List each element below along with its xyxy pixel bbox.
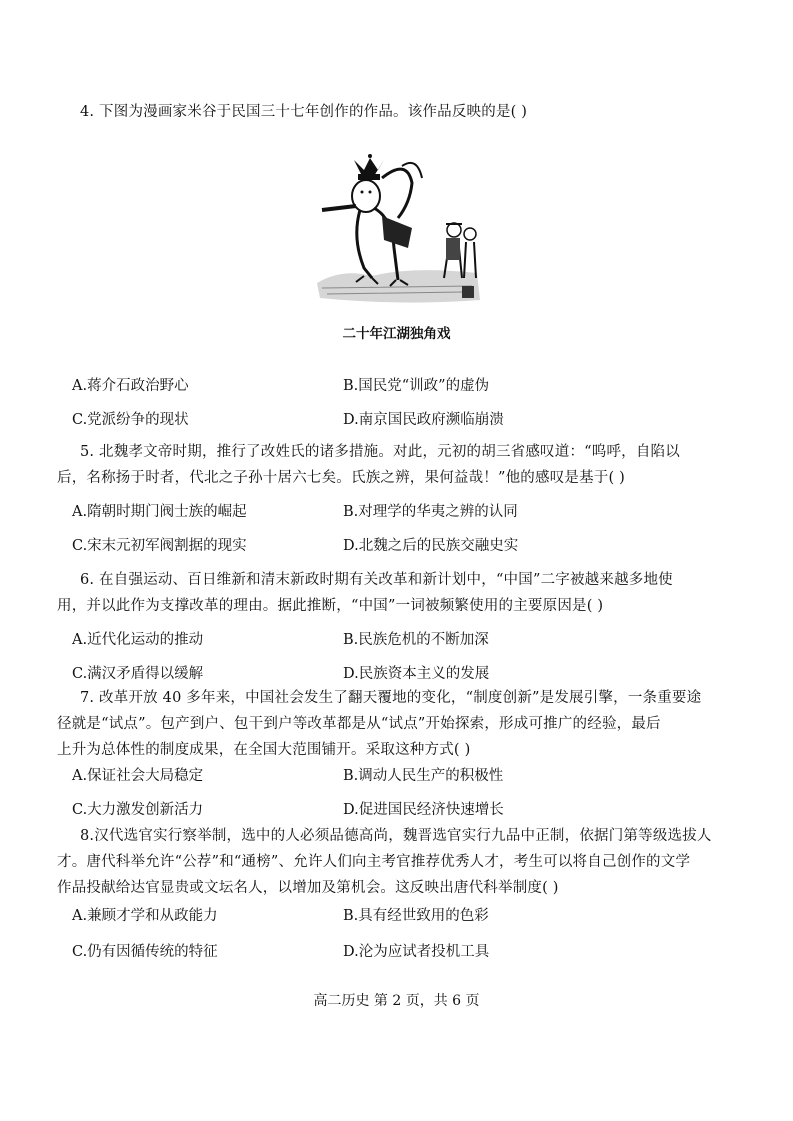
cartoon-illustration-icon: [312, 148, 482, 308]
q6-option-a[interactable]: A.近代化运动的推动: [72, 632, 204, 648]
q8-option-c[interactable]: C.仍有因循传统的特征: [72, 944, 218, 960]
q7-stem-line-3: 上升为总体性的制度成果，在全国大范围铺开。采取这种方式( ): [57, 742, 471, 758]
q7-option-b[interactable]: B.调动人民生产的积极性: [343, 768, 504, 784]
q5-option-d[interactable]: D.北魏之后的民族交融史实: [343, 538, 519, 554]
q5-stem-line-2: 后，名称扬于时者，代北之子孙十居六七矣。氏族之辨，果何益哉！”他的感叹是基于( ): [57, 470, 626, 486]
q8-stem-line-3: 作品投献给达官显贵或文坛名人，以增加及第机会。这反映出唐代科举制度( ): [57, 880, 559, 896]
q8-option-d[interactable]: D.沦为应试者投机工具: [343, 944, 490, 960]
q8-stem-line-2: 才。唐代科举允许“公荐”和“通榜”、允许人们向主考官推荐优秀人才，考生可以将自己创作的文学: [57, 854, 691, 870]
q5-option-a[interactable]: A.隋朝时期门阀士族的崛起: [72, 504, 247, 520]
page-footer: 高二历史 第 2 页，共 6 页: [313, 993, 480, 1009]
q8-option-a[interactable]: A.兼顾才学和从政能力: [72, 908, 218, 924]
q7-option-a[interactable]: A.保证社会大局稳定: [72, 768, 204, 784]
q7-stem-line-1: 7. 改革开放 40 多年来，中国社会发生了翻天覆地的变化，“制度创新”是发展引擎，一条重要途: [80, 690, 702, 706]
q6-option-d[interactable]: D.民族资本主义的发展: [343, 666, 490, 682]
q5-stem-line-1: 5. 北魏孝文帝时期，推行了改姓氏的诸多措施。对此，元初的胡三省感叹道：“呜呼，自陷以: [80, 444, 680, 460]
q5-option-c[interactable]: C.宋末元初军阀割据的现实: [72, 538, 247, 554]
q5-option-b[interactable]: B.对理学的华夷之辨的认同: [343, 504, 518, 520]
q8-stem-line-1: 8.汉代选官实行察举制，选中的人必须品德高尚，魏晋选官实行九品中正制，依据门第等级选拔人: [80, 828, 712, 844]
q6-option-b[interactable]: B.民族危机的不断加深: [343, 632, 489, 648]
q7-option-d[interactable]: D.促进国民经济快速增长: [343, 802, 504, 818]
q4-stem: 4. 下图为漫画家米谷于民国三十七年创作的作品。该作品反映的是( ): [80, 104, 528, 120]
q4-option-a[interactable]: A.蒋介石政治野心: [72, 378, 189, 394]
q4-option-b[interactable]: B.国民党“训政”的虚伪: [343, 378, 490, 394]
q8-option-b[interactable]: B.具有经世致用的色彩: [343, 908, 489, 924]
cartoon-caption: 二十年江湖独角戏: [342, 326, 451, 342]
q7-stem-line-2: 径就是“试点”。包产到户、包干到户等改革都是从“试点”开始探索，形成可推广的经验，最后: [57, 716, 661, 732]
q6-option-c[interactable]: C.满汉矛盾得以缓解: [72, 666, 204, 682]
q4-option-d[interactable]: D.南京国民政府濒临崩溃: [343, 412, 504, 428]
q7-option-c[interactable]: C.大力激发创新活力: [72, 802, 204, 818]
q4-option-c[interactable]: C.党派纷争的现状: [72, 412, 189, 428]
q6-stem-line-1: 6. 在自强运动、百日维新和清末新政时期有关改革和新计划中，“中国”二字被越来越多地使: [80, 572, 673, 588]
q6-stem-line-2: 用，并以此作为支撑改革的理由。据此推断，“中国”一词被频繁使用的主要原因是( ): [57, 598, 604, 614]
cartoon-figure: [312, 148, 482, 308]
